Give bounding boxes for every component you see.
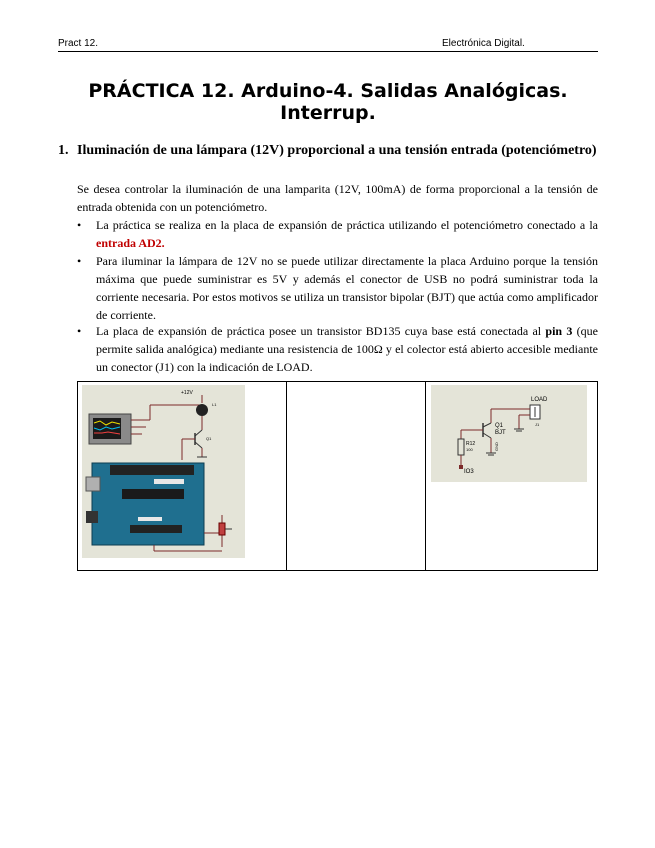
section-heading xyxy=(58,141,598,161)
section-number: 1. xyxy=(58,143,69,158)
label-12v: +12V xyxy=(181,390,193,396)
label-load: LOAD xyxy=(531,397,548,403)
label-j1: J1 xyxy=(535,422,540,427)
header-right: Electrónica Digital. xyxy=(442,38,525,49)
bullet-bold: pin 3 xyxy=(545,324,573,338)
label-lamp: L1 xyxy=(212,402,217,407)
figure-cell-circuit xyxy=(78,382,287,571)
intro-paragraph: Se desea controlar la iluminación de una lamparita (12V, 100mA) de forma proporcional a la tensión de entrada obtenida con un potenciómetro. xyxy=(77,182,598,214)
label-r-value: 100 xyxy=(466,447,473,452)
label-q1-right: Q1 xyxy=(495,423,504,429)
label-gnd: GND xyxy=(494,442,499,451)
bullet-item xyxy=(77,322,598,376)
bullet-text: Para iluminar la lámpara de 12V no se puede utilizar directamente la placa Arduino porque la tensión máxima que puede suministrar es 5V y además el conector de USB no podrá suministrar toda la corriente necesaria. Por estos motivos se utiliza un transistor bipolar (BJT) que actúa como amplificador de corriente. xyxy=(96,254,598,322)
bullet-item xyxy=(77,252,598,324)
bullet-item xyxy=(77,216,598,252)
figure-cell-empty xyxy=(287,382,426,571)
label-r12: R12 xyxy=(466,441,476,447)
bullet-text: La práctica se realiza en la placa de expansión de práctica utilizando el potenciómetro conectado a la xyxy=(96,218,598,232)
bullet-text: (que permite salida analógica) mediante una resistencia de 100Ω y el colector está abierto accesible mediante un conector (J1) con la indicación de LOAD. xyxy=(96,324,598,374)
arduino-circuit-diagram xyxy=(82,385,245,558)
page-header xyxy=(58,37,598,52)
header-left: Pract 12. xyxy=(58,38,99,49)
bullet-dot: • xyxy=(77,218,82,232)
page-title: PRÁCTICA 12. Arduino-4. Salidas Analógicas. Interrup. xyxy=(88,80,568,124)
label-q1: Q1 xyxy=(206,436,212,441)
bullet-dot: • xyxy=(77,254,82,268)
section-title: Iluminación de una lámpara (12V) proporcional a una tensión entrada (potenciómetro) xyxy=(77,143,597,158)
bullet-highlight: entrada AD2. xyxy=(96,236,165,250)
label-io3: IO3 xyxy=(464,469,474,475)
figure-table xyxy=(77,381,598,571)
bullet-text: La placa de expansión de práctica posee un transistor BD135 cuya base está conectada al xyxy=(96,324,546,338)
transistor-schematic xyxy=(431,385,587,482)
bullet-dot: • xyxy=(77,324,82,338)
figure-cell-schematic xyxy=(426,382,598,571)
label-bjt: BJT xyxy=(495,430,506,436)
